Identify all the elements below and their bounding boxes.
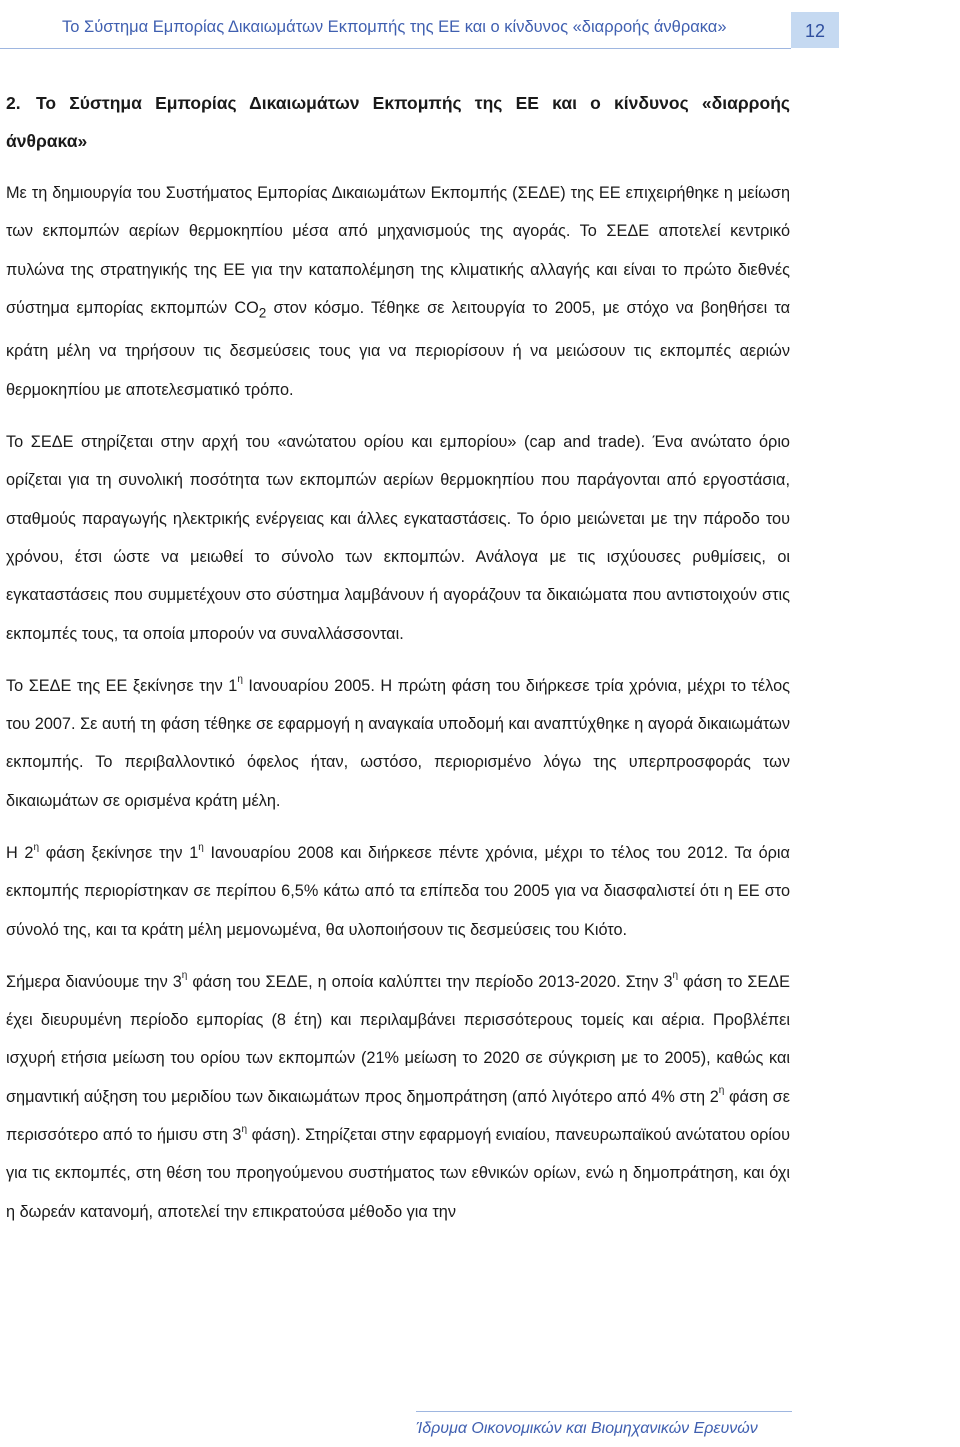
- footer-rule: [416, 1411, 792, 1412]
- section-heading: [6, 84, 790, 160]
- p5-text-a: Σήμερα διανύουμε την 3: [6, 972, 182, 991]
- section-number: 2.: [6, 93, 21, 113]
- p3-text-a: Το ΣΕΔΕ της ΕΕ ξεκίνησε την 1: [6, 676, 238, 695]
- p5-superscript-3: η: [718, 1085, 725, 1097]
- p1-text-a: Με τη δημιουργία του Συστήματος Εμπορίας Δικαιωμάτων Εκπομπής (ΣΕΔΕ) της ΕΕ επιχειρήθηκε η μείωση των εκπομπών αερίων θερμοκηπίου μέσα από μηχανισμούς της αγοράς. Το ΣΕΔΕ αποτελεί κεντρικό πυλώνα της στρατηγικής της ΕΕ για την καταπολέμηση της κλιματικής αλλαγής και είναι το πρώτο διεθνές σύστημα εμπορίας εκπομπών CO: [6, 184, 790, 317]
- paragraph-3: [6, 667, 790, 820]
- p3-text-b: Ιανουαρίου 2005. Η πρώτη φάση του διήρκεσε τρία χρόνια, μέχρι το τέλος του 2007. Σε αυτή τη φάση τέθηκε σε εφαρμογή η αναγκαία υποδομή και αναπτύχθηκε η αγορά δικαιωμάτων εκπομπής. Το περιβαλλοντικό όφελος ήταν, ωστόσο, περιορισμένο λόγω της υπερπροσφοράς των δικαιωμάτων σε ορισμένα κράτη μέλη.: [6, 676, 790, 810]
- p4-text-a: Η 2: [6, 844, 34, 862]
- p5-text-b: φάση του ΣΕΔΕ, η οποία καλύπτει την περίοδο 2013-2020. Στην 3: [187, 972, 673, 991]
- paragraph-1: [6, 174, 790, 409]
- p5-text-c: φάση το ΣΕΔΕ έχει διευρυμένη περίοδο εμπορίας (8 έτη) και περιλαμβάνει περισσότερους τομείς και αέρια. Προβλέπει ισχυρή ετήσια μείωση του ορίου των εκπομπών (21% μείωση το 2020 σε σύγκριση με το 2005), καθώς και σημαντική αύξηση του μεριδίου των δικαιωμάτων προς δημοπράτηση (από λιγότερο από 4% στη 2: [6, 972, 791, 1106]
- paragraph-5: [6, 963, 790, 1231]
- p5-superscript-2: η: [672, 970, 679, 982]
- page-footer: Ίδρυμα Οικονομικών και Βιομηχανικών Ερευνών: [416, 1420, 758, 1437]
- page-content: [6, 84, 790, 1245]
- p5-text-e: φάση). Στηρίζεται στην εφαρμογή ενιαίου, πανευρωπαϊκού ανώτατου ορίου για τις εκπομπές, στη θέση του προηγούμενου συστήματος των εθνικών ορίων, ενώ η δημοπράτηση, και όχι η δωρεάν κατανομή, αποτελεί την επικρατούσα μέθοδο για την: [6, 1126, 790, 1221]
- paragraph-4: [6, 834, 790, 949]
- p3-superscript: η: [237, 674, 243, 686]
- p1-subscript: 2: [258, 305, 267, 321]
- page-number: 12: [791, 12, 839, 48]
- p5-text-d: φάση σε περισσότερο από το ήμισυ στη 3: [6, 1087, 790, 1145]
- p4-text-b: φάση ξεκίνησε την 1: [39, 844, 199, 862]
- section-title: Το Σύστημα Εμπορίας Δικαιωμάτων Εκπομπής της ΕΕ και ο κίνδυνος «διαρροής άνθρακα»: [6, 93, 790, 151]
- p5-superscript-1: η: [181, 970, 188, 982]
- header-title: Το Σύστημα Εμπορίας Δικαιωμάτων Εκπομπής της ΕΕ και ο κίνδυνος «διαρροής άνθρακα»: [62, 18, 727, 36]
- p4-text-c: Ιανουαρίου 2008 και διήρκεσε πέντε χρόνια, μέχρι το τέλος του 2012. Τα όρια εκπομπής περιορίστηκαν σε περίπου 6,5% κάτω από τα επίπεδα του 2005 για να διασφαλιστεί ότι η ΕΕ στο σύνολό της, και τα κράτη μέλη μεμονωμένα, θα υλοποιήσουν τις δεσμεύσεις του Κιότο.: [6, 844, 790, 939]
- p1-text-b: στον κόσμο. Τέθηκε σε λειτουργία το 2005, με στόχο να βοηθήσει τα κράτη μέλη να τηρήσουν τις δεσμεύσεις τους για να περιορίσουν ή να μειώσουν τις εκπομπές αεριών θερμοκηπίου με αποτελεσματικό τρόπο.: [6, 298, 790, 399]
- header-rule: [0, 48, 791, 49]
- p5-superscript-4: η: [241, 1123, 248, 1135]
- p4-superscript-1: η: [33, 841, 40, 853]
- p4-superscript-2: η: [198, 841, 204, 853]
- paragraph-2: Το ΣΕΔΕ στηρίζεται στην αρχή του «ανώτατου ορίου και εμπορίου» (cap and trade). Ένα ανώτατο όριο ορίζεται για τη συνολική ποσότητα των εκπομπών αερίων θερμοκηπίου που παράγονται από εργοστάσια, σταθμούς παραγωγής ηλεκτρικής ενέργειας και άλλες εγκαταστάσεις. Το όριο μειώνεται με την πάροδο του χρόνου, έτσι ώστε να μειωθεί το σύνολο των εκπομπών. Ανάλογα με τις ισχύουσες ρυθμίσεις, οι εγκαταστάσεις που συμμετέχουν στο σύστημα λαμβάνουν ή αγοράζουν τα δικαιώματα που αντιστοιχούν στις εκπομπές τους, τα οποία μπορούν να συναλλάσσονται.: [6, 433, 790, 643]
- page-header: [0, 0, 960, 62]
